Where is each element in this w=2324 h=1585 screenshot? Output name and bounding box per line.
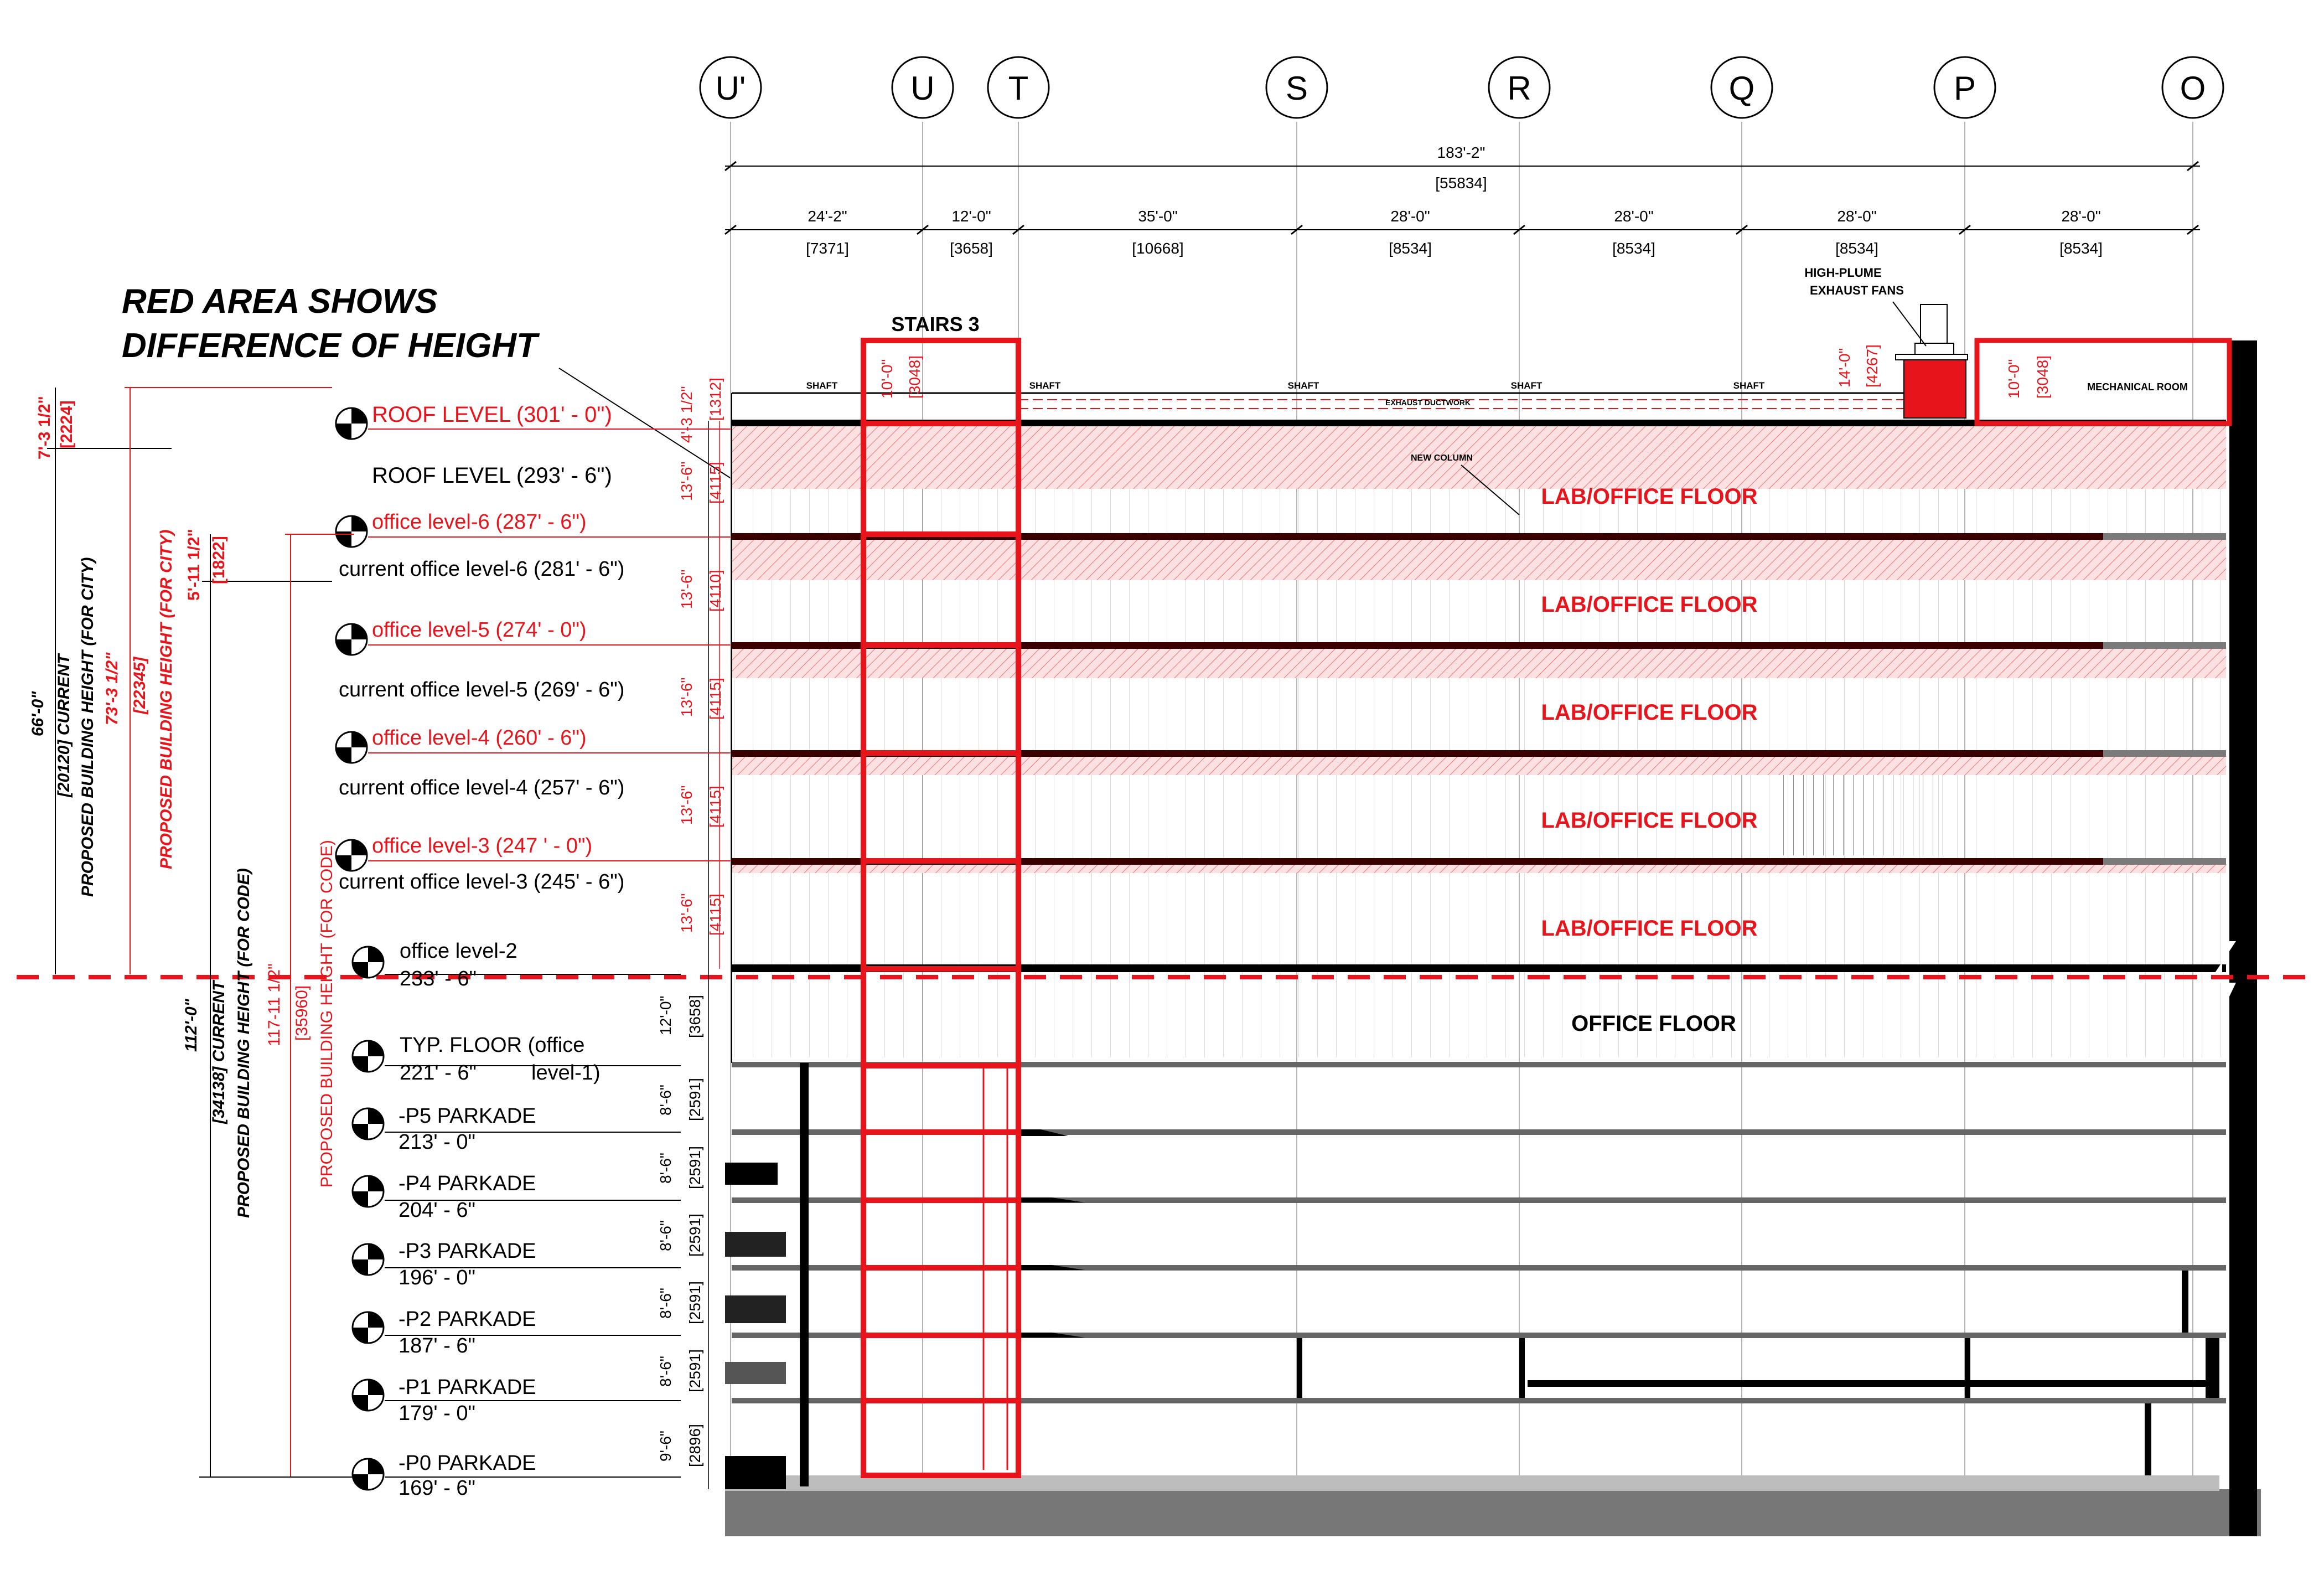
bay-dim-mm: [3658] <box>950 240 993 257</box>
grid-bubble-r <box>1489 57 1550 118</box>
floor-dim-ft: 8'-6" <box>657 1153 674 1184</box>
city-current-label-b: PROPOSED BUILDING HEIGHT (FOR CITY) <box>79 557 97 897</box>
code-proposed-label: PROPOSED BUILDING HEIGHT (FOR CODE) <box>318 840 336 1188</box>
fan-height-ft: 14'-0" <box>1836 348 1853 388</box>
exhaust-fan-unit <box>1896 304 1968 418</box>
level-p0-elev: 169' - 6" <box>398 1476 476 1500</box>
level-p1-elev: 179' - 0" <box>398 1402 476 1425</box>
level-p4-elev: 204' - 6" <box>398 1199 476 1222</box>
code-proposed-mm: [35960] <box>293 985 311 1041</box>
bay-dim-mm: [8534] <box>1389 240 1432 257</box>
floor-dim-mm: [4115] <box>707 462 724 504</box>
level-p0-name: -P0 PARKADE <box>398 1452 536 1475</box>
fan-height-mm: [4267] <box>1864 344 1881 388</box>
level-5-new: office level-5 (274' - 0") <box>372 618 587 642</box>
exterior-wall <box>2229 340 2257 1536</box>
level-1-name: TYP. FLOOR (office <box>400 1034 585 1057</box>
level-5-current: current office level-5 (269' - 6") <box>339 678 625 701</box>
city-current-label-a: [20120] CURRENT <box>55 654 73 797</box>
level-p3-name: -P3 PARKADE <box>398 1240 536 1263</box>
floor-label-office: OFFICE FLOOR <box>1571 1011 1736 1036</box>
floor-dim-mm: [2591] <box>686 1078 703 1121</box>
floor-label-lab-office: LAB/OFFICE FLOOR <box>1541 700 1758 725</box>
floor-dim-ft: 13'-6" <box>678 785 695 825</box>
parapet-dim-ft: 4'-3 1/2" <box>678 386 695 443</box>
level-p5-name: -P5 PARKADE <box>398 1104 536 1128</box>
level-3-current: current office level-3 (245' - 6") <box>339 870 625 894</box>
grid-bubble-t <box>988 57 1049 118</box>
overall-dimension <box>725 144 2200 192</box>
level-6-new: office level-6 (287' - 6") <box>372 510 587 534</box>
floor-dim-mm: [2591] <box>686 1281 703 1324</box>
parapet-dim-mm: [1312] <box>707 378 724 421</box>
bay-dim-mm: [8534] <box>1612 240 1655 257</box>
level-4-new: office level-4 (260' - 6") <box>372 726 587 750</box>
code-current-label-a: [34138] CURRENT <box>210 980 228 1124</box>
level-4-current: current office level-4 (257' - 6") <box>339 776 625 799</box>
bay-dim-mm: [10668] <box>1132 240 1184 257</box>
overall-dimension-mm: [55834] <box>1435 174 1487 192</box>
floor-dim-ft: 8'-6" <box>657 1085 674 1116</box>
bay-dim-ft: 28'-0" <box>1390 208 1430 225</box>
stairs-label: STAIRS 3 <box>891 313 980 335</box>
grid-bubble-o <box>2162 57 2223 118</box>
floor-dim-mm: [2896] <box>686 1424 703 1467</box>
floor-label-lab-office: LAB/OFFICE FLOOR <box>1541 916 1758 941</box>
svg-text:O: O <box>2180 70 2206 107</box>
grid-bubble-p <box>1934 57 1995 118</box>
level-p5-elev: 213' - 0" <box>398 1130 476 1154</box>
shaft-label: SHAFT <box>1029 380 1061 391</box>
svg-text:U: U <box>910 70 935 107</box>
level-3-new: office level-3 (247 ' - 0") <box>372 834 593 858</box>
floor-dim-ft: 8'-6" <box>657 1220 674 1251</box>
bay-dim-mm: [8534] <box>2059 240 2103 257</box>
mech-height-mm: [3048] <box>2034 355 2051 399</box>
floor-dim-mm: [2591] <box>686 1214 703 1257</box>
bay-dim-ft: 35'-0" <box>1138 208 1178 225</box>
bay-dim-ft: 12'-0" <box>951 208 991 225</box>
svg-text:R: R <box>1507 70 1531 107</box>
city-proposed-mm: [22345] <box>131 657 149 714</box>
city-proposed-ft: 73'-3 1/2" <box>103 652 121 725</box>
side-dim-1-mm: [2224] <box>58 400 76 448</box>
level-p3-elev: 196' - 0" <box>398 1266 476 1289</box>
grid-bubble-u-prime <box>700 57 761 118</box>
side-dim-1-ft: 7'-3 1/2" <box>35 396 54 460</box>
grid-bubble-u <box>892 57 953 118</box>
foundation <box>725 1489 2261 1536</box>
floor-dim-ft: 8'-6" <box>657 1288 674 1319</box>
floor-dim-ft: 12'-0" <box>657 995 674 1035</box>
level-1-suffix: level-1) <box>531 1061 601 1085</box>
floor-dim-mm: [4115] <box>707 678 724 720</box>
floor-dim-mm: [4115] <box>707 894 724 936</box>
floor-dim-ft: 13'-6" <box>678 677 695 717</box>
shaft-label: SHAFT <box>806 380 838 391</box>
title-line-2: DIFFERENCE OF HEIGHT <box>122 327 537 365</box>
level-roof-new: ROOF LEVEL (301' - 0") <box>372 402 612 427</box>
level-roof-current: ROOF LEVEL (293' - 6") <box>372 463 612 488</box>
svg-text:Q: Q <box>1728 70 1755 107</box>
mechanical-room-label: MECHANICAL ROOM <box>2087 381 2188 393</box>
floor-dim-mm: [3658] <box>686 995 703 1038</box>
side-dim-2-ft: 5'-11 1/2" <box>185 529 203 601</box>
grid-bubble-s <box>1266 57 1327 118</box>
bay-dim-mm: [7371] <box>806 240 849 257</box>
floor-label-lab-office: LAB/OFFICE FLOOR <box>1541 484 1758 509</box>
mech-height-ft: 10'-0" <box>2005 359 2022 399</box>
level-p4-name: -P4 PARKADE <box>398 1172 536 1195</box>
level-2-name: office level-2 <box>400 939 517 963</box>
floor-dim-mm: [4115] <box>707 786 724 828</box>
floor-label-lab-office: LAB/OFFICE FLOOR <box>1541 808 1758 833</box>
floor-dim-ft: 9'-6" <box>657 1431 674 1462</box>
parkade-columns <box>1297 1271 2219 1475</box>
upper-floors-body <box>732 424 2226 1057</box>
title-line-1: RED AREA SHOWS <box>122 282 438 321</box>
bay-dim-ft: 28'-0" <box>1837 208 1877 225</box>
floor-dim-ft: 13'-6" <box>678 893 695 933</box>
svg-text:T: T <box>1008 70 1029 107</box>
bay-dim-mm: [8534] <box>1835 240 1878 257</box>
code-current-label-b: PROPOSED BUILDING HEIGHT (FOR CODE) <box>235 868 253 1218</box>
svg-text:U': U' <box>715 70 746 107</box>
height-difference-band <box>732 645 2226 678</box>
new-column-label: NEW COLUMN <box>1411 453 1473 463</box>
level-1-elev: 221' - 6" <box>400 1061 477 1085</box>
height-difference-band <box>732 424 2226 489</box>
floor-dim-ft: 8'-6" <box>657 1356 674 1387</box>
side-dim-2-mm: [1822] <box>210 536 228 584</box>
city-proposed-label: PROPOSED BUILDING HEIGHT (FOR CITY) <box>157 529 175 869</box>
stairs-height-ft: 10'-0" <box>878 359 896 399</box>
shaft-label: SHAFT <box>1287 380 1319 391</box>
level-p1-name: -P1 PARKADE <box>398 1376 536 1399</box>
bay-dim-ft: 24'-2" <box>808 208 847 225</box>
fans-label: HIGH-PLUME <box>1804 266 1882 280</box>
level-2-elev: 233' - 6" <box>400 967 477 990</box>
bay-dim-ft: 28'-0" <box>1614 208 1654 225</box>
floor-dim-ft: 13'-6" <box>678 569 695 609</box>
stairs-height-mm: [3048] <box>906 355 923 399</box>
shaft-label: SHAFT <box>1510 380 1543 391</box>
bay-dimensions <box>725 208 2200 257</box>
grid-bubble-q <box>1711 57 1772 118</box>
floor-dim-ft: 13'-6" <box>678 461 695 501</box>
city-current-ft: 66'-0" <box>29 691 47 736</box>
height-difference-band <box>732 537 2226 580</box>
exhaust-ductwork-label: EXHAUST DUCTWORK <box>1385 398 1471 407</box>
code-current-ft: 112'-0" <box>182 999 200 1052</box>
fans-label-2: EXHAUST FANS <box>1810 283 1904 297</box>
floor-dim-mm: [2591] <box>686 1146 703 1189</box>
overall-dimension-ft: 183'-2" <box>1437 144 1486 161</box>
floor-label-lab-office: LAB/OFFICE FLOOR <box>1541 592 1758 617</box>
level-p2-elev: 187' - 6" <box>398 1334 476 1357</box>
floor-dim-mm: [2591] <box>686 1349 703 1392</box>
svg-text:S: S <box>1285 70 1308 107</box>
floor-dim-mm: [4110] <box>707 570 724 612</box>
shaft-label: SHAFT <box>1733 380 1765 391</box>
svg-text:P: P <box>1953 70 1976 107</box>
code-proposed-ft: 117-11 1/2" <box>265 963 283 1046</box>
level-6-current: current office level-6 (281' - 6") <box>339 557 625 581</box>
bay-dim-ft: 28'-0" <box>2061 208 2101 225</box>
level-p2-name: -P2 PARKADE <box>398 1308 536 1331</box>
